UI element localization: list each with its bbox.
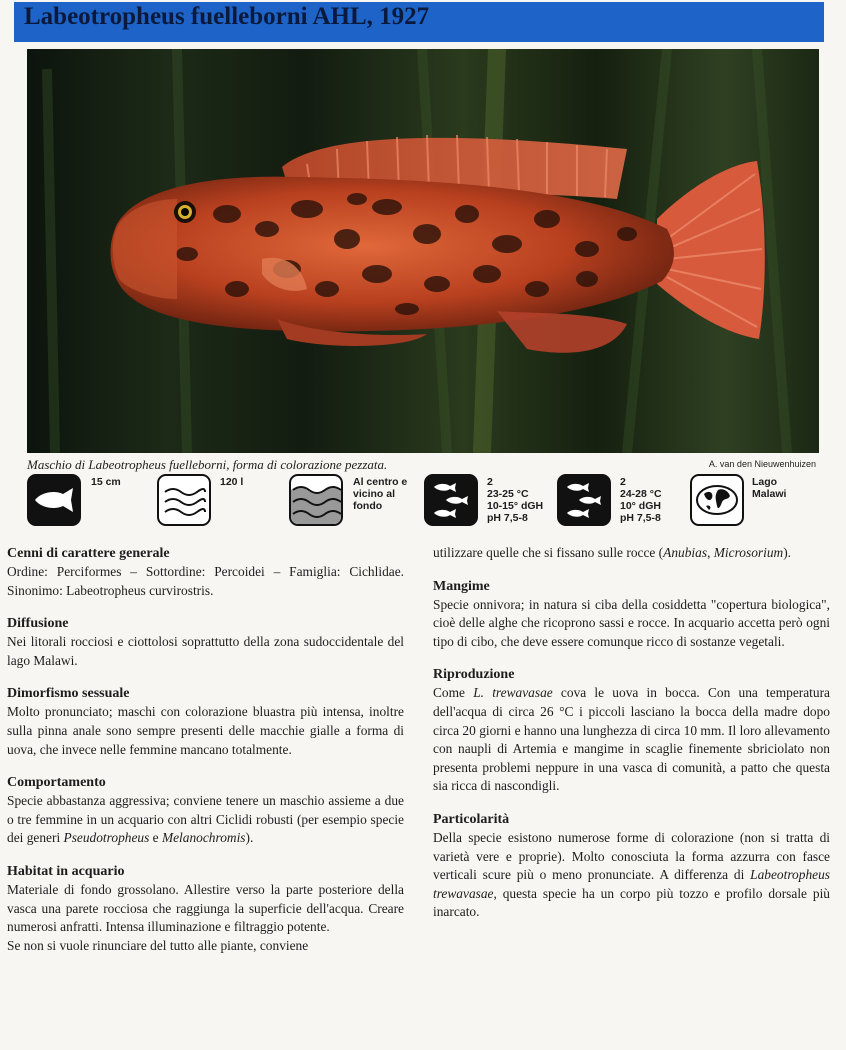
volume-icon [157, 474, 211, 526]
plant-name: Microsorium [713, 545, 784, 560]
section-particolarita [433, 810, 830, 922]
section-text-continued: Se non si vuole rinunciare del tutto alle piante, conviene [7, 937, 309, 953]
section-text: Nei litorali rocciosi e ciottolosi soprattutto della zona sudoccidentale del lago Malawi. [7, 634, 404, 668]
water-icon-2 [557, 474, 611, 526]
photo-credit: A. van den Nieuwenhuizen [708, 459, 816, 469]
section-comportamento [7, 773, 404, 848]
origin-icon [690, 474, 744, 526]
section-habitat-continued [433, 544, 830, 563]
title-bar [14, 2, 824, 42]
origin-text: Lago Malawi [752, 476, 787, 500]
size-text: 15 cm [91, 476, 121, 488]
section-diffusione [7, 614, 404, 670]
section-heading: Riproduzione [433, 667, 515, 683]
size-icon [27, 474, 81, 526]
section-dimorfismo [7, 684, 404, 759]
section-text: Della specie esistono numerose forme di colorazione (non si tratta di varietà vere e proprie). Molto conosciuta la forma azzurra con fasce verticali scure più o meno pronunciate. A differenza di Labeotropheus trewavasae, questa specie ha un corpo più tozzo e profilo dorsale più inarcato. [433, 829, 830, 920]
left-column [7, 544, 404, 969]
section-text: Molto pronunciato; maschi con colorazione bluastra più intensa, inoltre sulla pinna anale sono sempre presenti delle macchie gialle a forma di uova, che invece nelle femmine mancano totalmente. [7, 704, 404, 757]
section-text: Specie onnivora; in natura si ciba della cosiddetta "copertura biologica", cioè delle alghe che ricoprono sassi e rocce. In acquario accetta però ogni tipo di cibo, che deve essere comunque ricco di sostanze vegetali. [433, 596, 830, 649]
section-heading: Habitat in acquario [7, 863, 125, 879]
section-text: Ordine: Perciformes – Sottordine: Percoidei – Famiglia: Cichlidae. Sinonimo: Labeotropheus curvirostris. [7, 564, 404, 598]
species-name: Labeotropheus trewavasae [433, 867, 830, 901]
section-heading: Comportamento [7, 775, 106, 791]
right-column [433, 544, 830, 936]
page-title: Labeotropheus fuelleborni AHL, 1927 [24, 3, 430, 30]
section-text: Specie abbastanza aggressiva; conviene tenere un maschio assieme a due o tre femmine in un acquario con altri Ciclidi robusti (per esempio specie dei generi Pseudotropheus e Melanochromis). [7, 793, 404, 846]
section-heading: Mangime [433, 578, 490, 594]
section-text: utilizzare quelle che si fissano sulle rocce (Anubias, Microsorium). [433, 545, 792, 560]
zone-text: Al centro e vicino al fondo [353, 476, 408, 512]
zone-icon [289, 474, 343, 526]
plant-name: Anubias [663, 545, 708, 560]
section-text: Come L. trewavasae cova le uova in bocca. Con una temperatura dell'acqua di circa 26 °C i piccoli lasciano la bocca della madre dopo circa 20 giorni e hanno una lunghezza di circa 10 mm. Il loro allevamento con naupli di Artemia e mangime in scaglie finemente sbriciolato non presenta problemi neppure in una vasca di comunità, a patto che questa sia ricca di nascondigli. [433, 685, 830, 794]
section-text: Materiale di fondo grossolano. Allestire verso la parte posteriore della vasca una parete rocciosa che raggiunga la superficie dell'acqua. Creare numerosi anfratti. Intensa illuminazione e filtraggio potente. [7, 881, 404, 935]
species-name: L. trewavasae [473, 685, 553, 701]
section-heading: Particolarità [433, 811, 510, 827]
genus-name: Melanochromis [161, 830, 246, 846]
volume-text: 120 l [220, 476, 244, 488]
section-heading: Cenni di carattere generale [7, 546, 170, 561]
section-riproduzione [433, 665, 830, 796]
section-heading: Dimorfismo sessuale [7, 686, 130, 702]
photo-caption: Maschio di Labeotropheus fuelleborni, forma di colorazione pezzata. [27, 457, 388, 472]
fish-photo [27, 49, 819, 453]
fish-illustration [27, 49, 819, 453]
section-heading: Diffusione [7, 616, 69, 632]
info-icons-row [27, 474, 819, 532]
genus-name: Pseudotropheus [63, 830, 150, 846]
section-mangime [433, 577, 830, 652]
water-text-1: 2 23-25 °C 10-15° dGH pH 7,5-8 [487, 476, 544, 524]
section-cenni [7, 544, 404, 600]
water-icon-1 [424, 474, 478, 526]
section-habitat [7, 862, 404, 955]
water-text-2: 2 24-28 °C 10° dGH pH 7,5-8 [620, 476, 662, 524]
